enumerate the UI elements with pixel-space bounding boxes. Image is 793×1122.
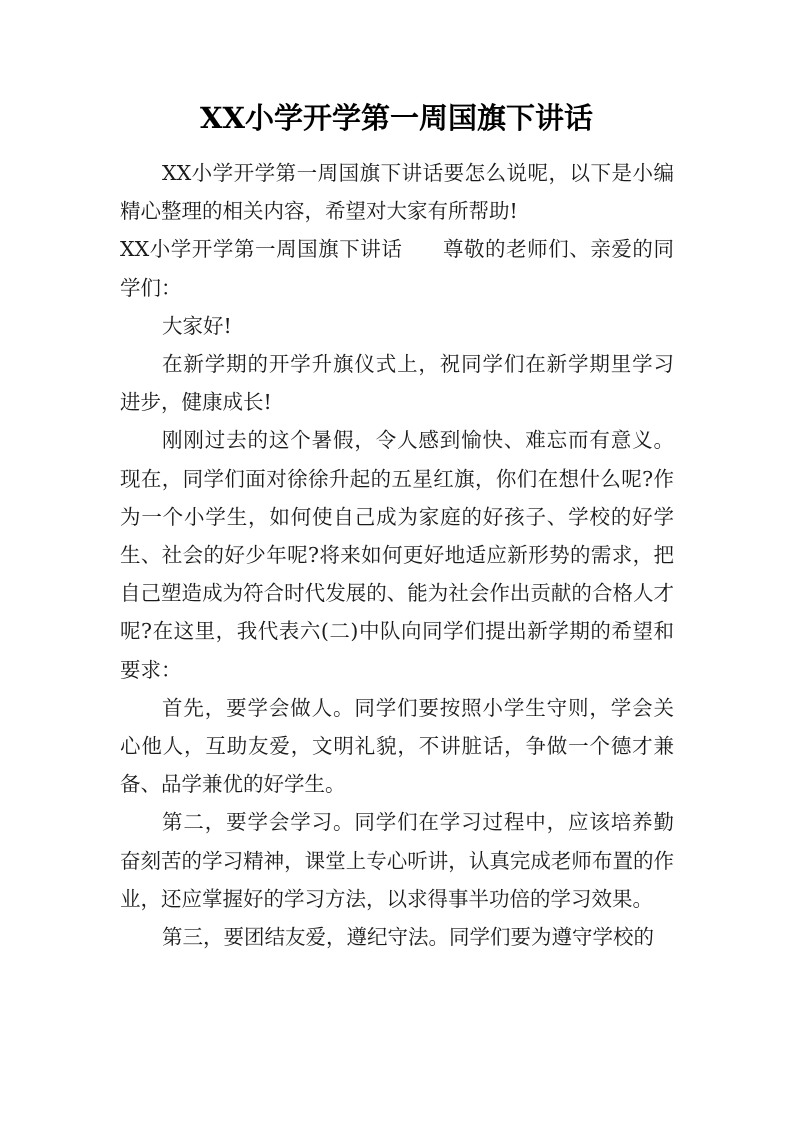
- document-title: XX小学开学第一周国旗下讲话: [199, 101, 593, 135]
- third-point-paragraph: 第三，要团结友爱，遵纪守法。同学们要为遵守学校的: [162, 925, 654, 950]
- salutation-heading: XX小学开学第一周国旗下讲话: [120, 237, 403, 262]
- summer-paragraph: 刚刚过去的这个暑假，令人感到愉快、难忘而有意义。现在，同学们面对徐徐升起的五星红旗，你们在想什么呢?作为一个小学生，如何使自己成为家庭的好孩子、学校的好学生、社会的好少年呢?将来如何更好地适应新形势的需求，把自己塑造成为符合时代发展的、能为社会作出贡献的合格人才呢?在这里，我代表六(二)中队向同学们提出新学期的希望和要求：: [120, 428, 674, 682]
- greeting-paragraph: 大家好!: [162, 313, 232, 338]
- salutation-text: 尊敬的老师们、亲爱的同学们：: [120, 237, 674, 300]
- document-body: [120, 154, 674, 956]
- salutation-paragraph: [120, 230, 674, 306]
- intro-paragraph: XX小学开学第一周国旗下讲话要怎么说呢，以下是小编精心整理的相关内容，希望对大家有所帮助!: [120, 161, 674, 224]
- wish-paragraph: 在新学期的开学升旗仪式上，祝同学们在新学期里学习进步，健康成长!: [120, 352, 674, 415]
- first-point-paragraph: 首先，要学会做人。同学们要按照小学生守则，学会关心他人，互助友爱，文明礼貌，不讲脏话，争做一个德才兼备、品学兼优的好学生。: [120, 695, 674, 797]
- second-point-paragraph: 第二，要学会学习。同学们在学习过程中，应该培养勤奋刻苦的学习精神，课堂上专心听讲，认真完成老师布置的作业，还应掌握好的学习方法，以求得事半功倍的学习效果。: [120, 810, 674, 911]
